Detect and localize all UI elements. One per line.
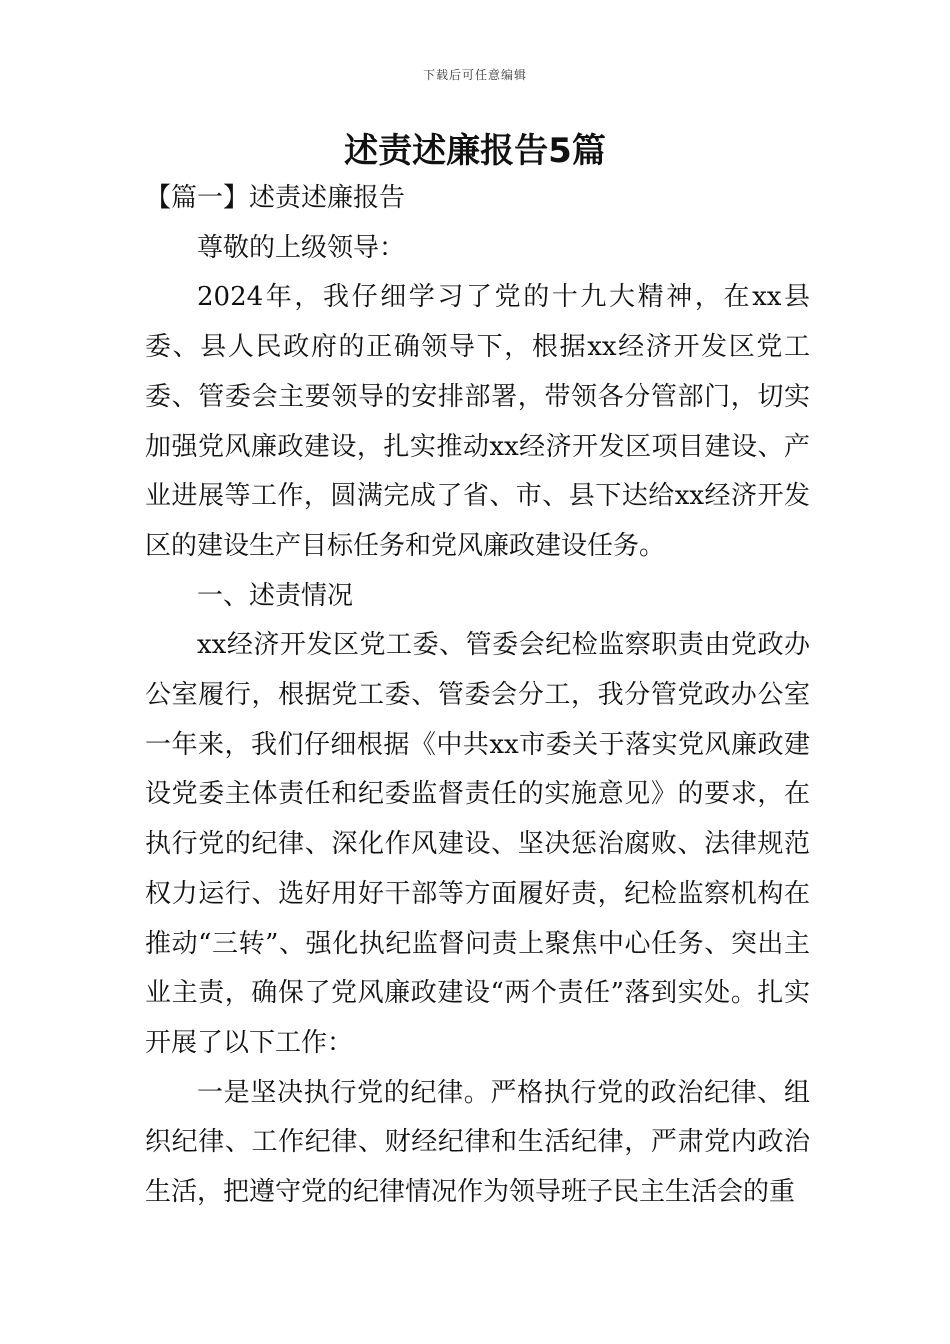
document-title: 述责述廉报告5篇 [344,131,606,171]
paragraph-intro: 2024年，我仔细学习了党的十九大精神，在xx县委、县人民政府的正确领导下，根据xx经济开发区党工委、管委会主要领导的安排部署，带领各分管部门，切实加强党风廉政建设，扎实推动xx经济开发区项目建设、产业进展等工作，圆满完成了省、市、县下达给xx经济开发区的建设生产目标任务和党风廉政建设任务。 [145,282,810,561]
header-note: 下载后可任意编辑 [422,68,527,82]
document-body [145,174,810,1218]
subheading-duty-report: 一、述责情况 [197,580,354,611]
paragraph-duties: xx经济开发区党工委、管委会纪检监察职责由党政办公室履行，根据党工委、管委会分工，我分管党政办公室一年来，我们仔细根据《中共xx市委关于落实党风廉政建设党委主体责任和纪委监督责任的实施意见》的要求，在执行党的纪律、深化作风建设、坚决惩治腐败、法律规范权力运行、选好用好干部等方面履好责，纪检监察机构在推动“三转”、强化执纪监督问责上聚焦中心任务、突出主业主责，确保了党风廉政建设“两个责任”落到实处。扎实开展了以下工作： [145,630,810,1058]
section-heading: 【篇一】述责述廉报告 [145,183,406,213]
paragraph-discipline: 一是坚决执行党的纪律。严格执行党的政治纪律、组织纪律、工作纪律、财经纪律和生活纪律，严肃党内政治生活，把遵守党的纪律情况作为领导班子民主生活会的重 [145,1077,810,1208]
salutation: 尊敬的上级领导： [197,232,406,263]
